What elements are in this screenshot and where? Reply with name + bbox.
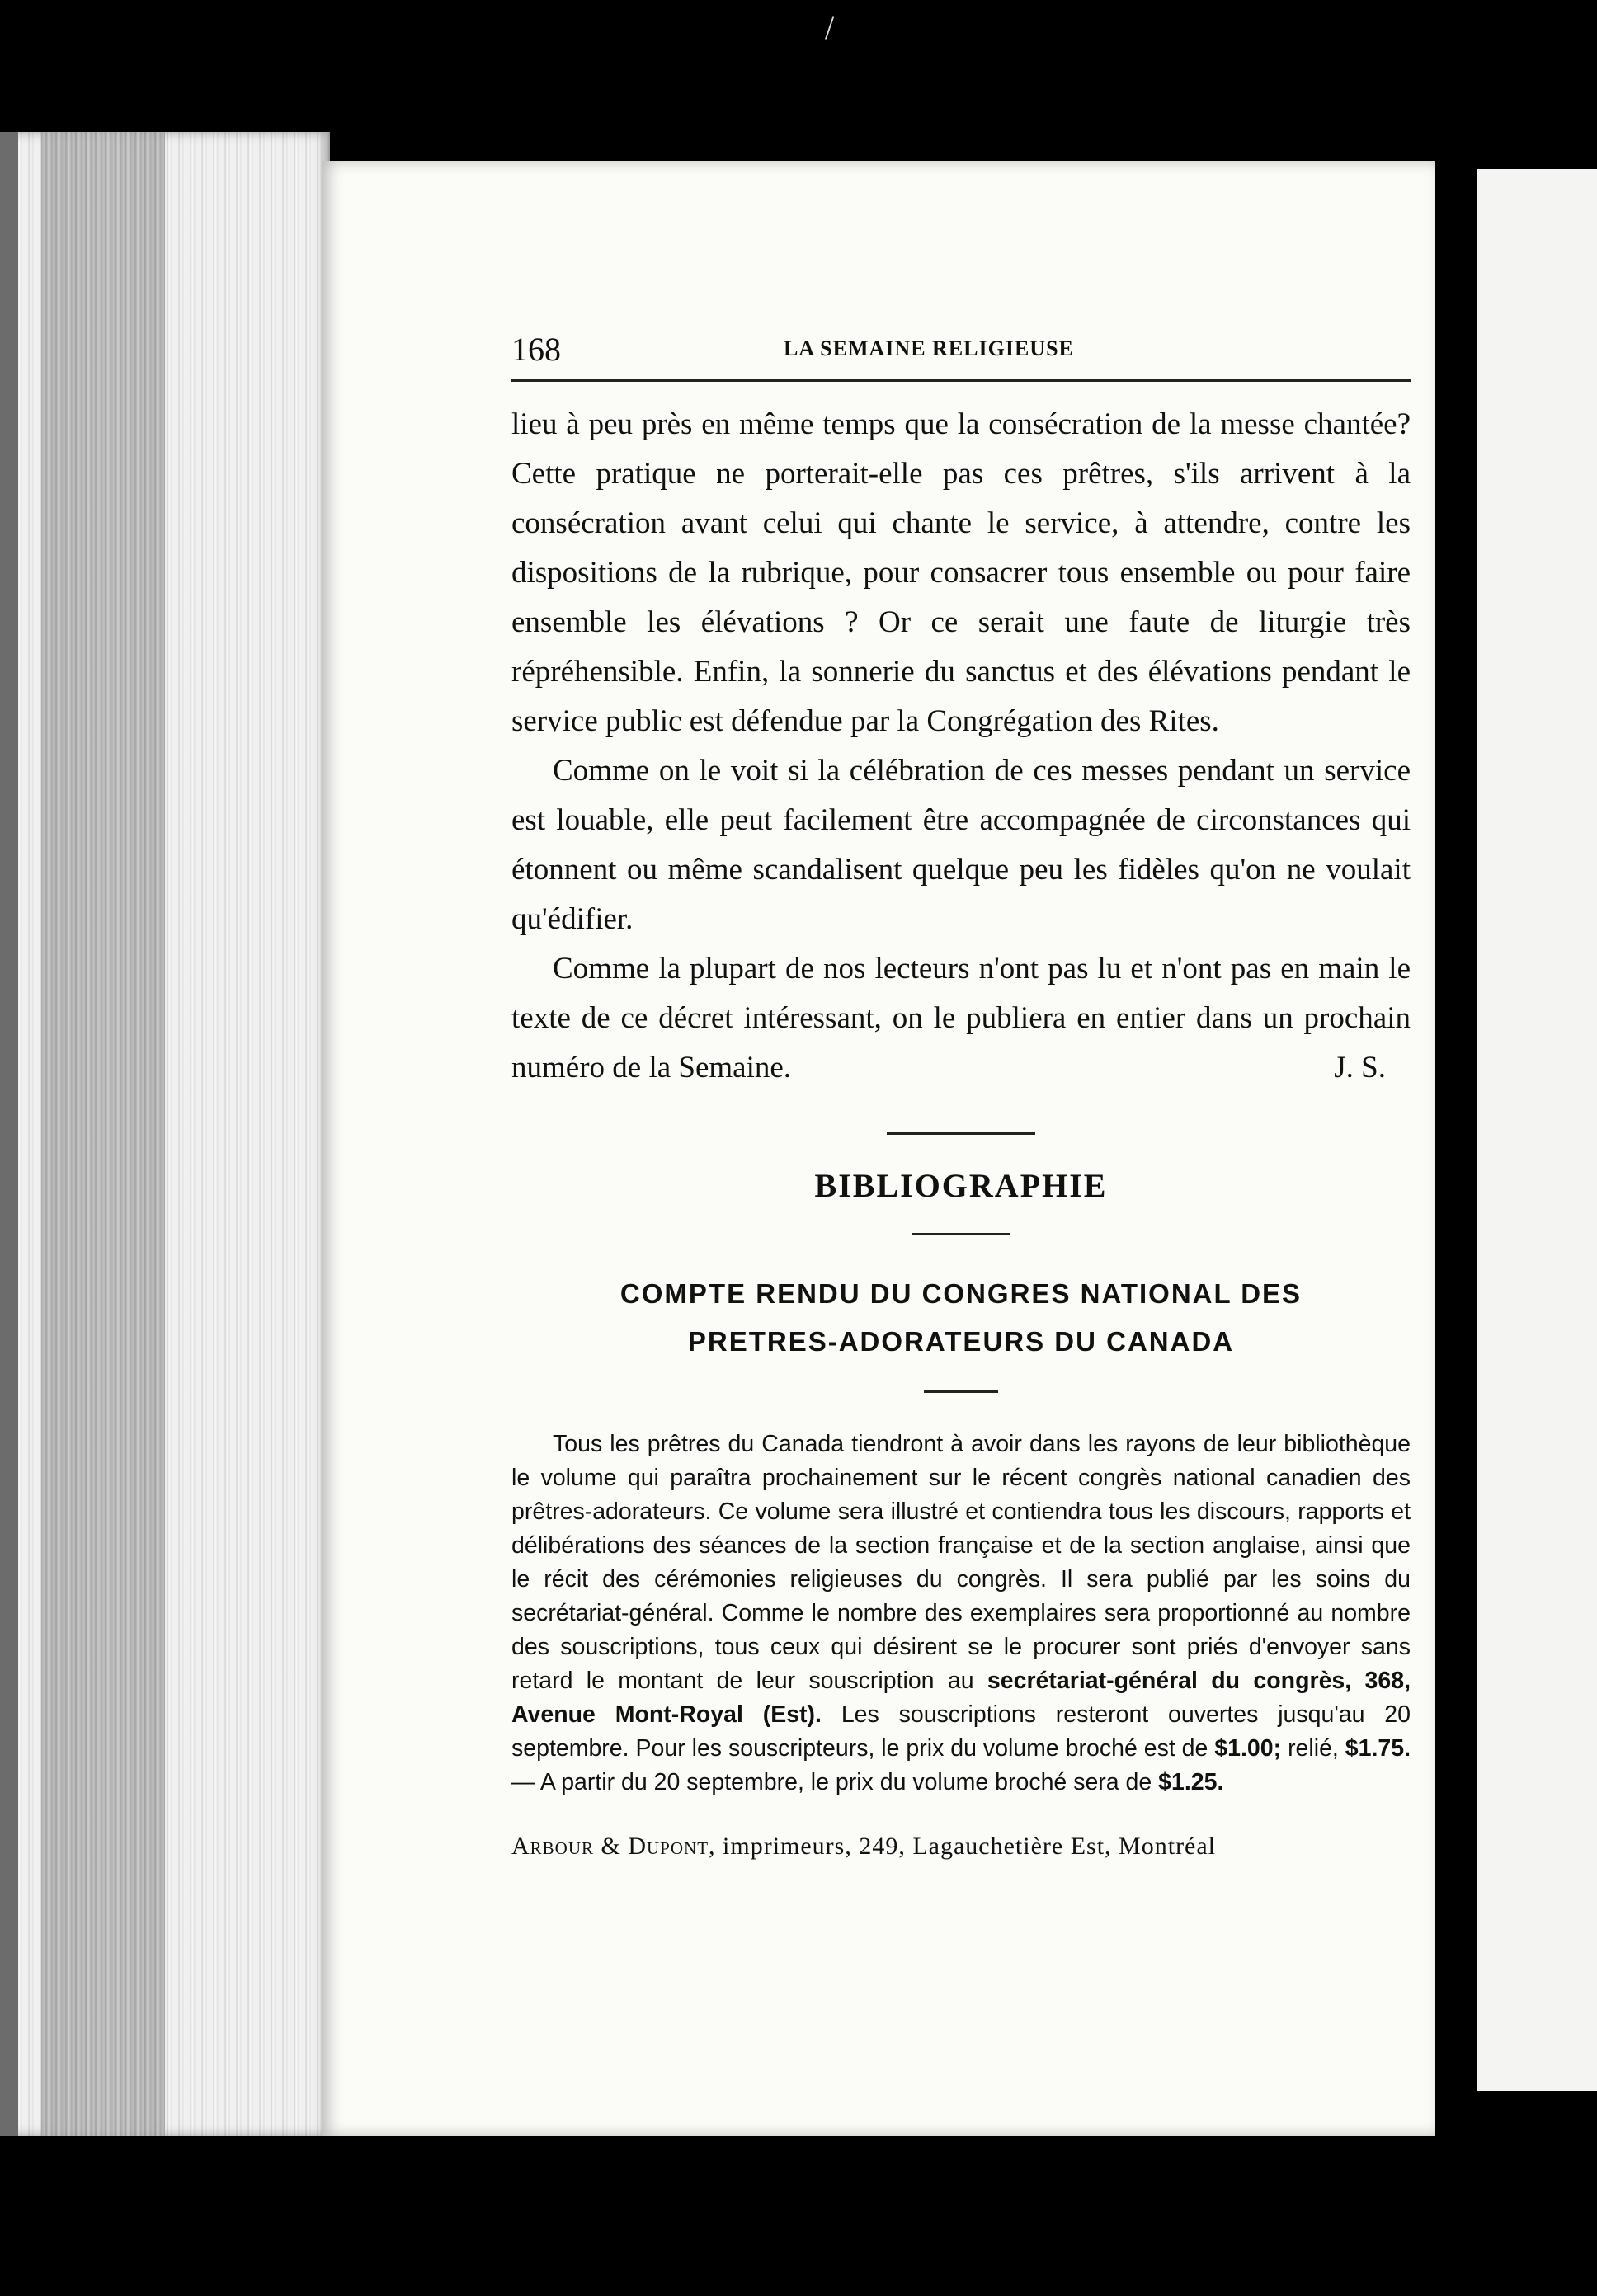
scan-mark: /	[825, 9, 835, 46]
review-text-part-3: — A partir du 20 septembre, le prix du volume broché sera de	[511, 1769, 1152, 1795]
review-paragraph	[511, 1428, 1411, 1800]
review-text	[511, 1428, 1411, 1800]
review-text-part-1: Tous les prêtres du Canada tiendront à avoir dans les rayons de leur bibliothèque le volume qui paraîtra prochainement sur le récent congrès national canadien des prêtres-adorateurs. Ce volume sera illustré et contiendra tous les discours, rapports et délibérations des séances de la section française et de la section anglaise, ainsi que le récit des cérémonies religieuses du congrès. Il sera publié par les soins du secrétariat-général. Comme le nombre des exemplaires sera proportionné au nombre des souscriptions, tous ceux qui désirent se le procurer sont priés d'envoyer sans retard le montant de leur souscription au	[511, 1431, 1411, 1694]
paragraph-3: Comme la plupart de nos lecteurs n'ont pas lu et n'ont pas en main le texte de ce décret intéressant, on le publiera en entier dans un prochain numéro de la Semaine.	[511, 952, 1411, 1084]
paragraph-3-container	[511, 944, 1411, 1093]
section-heading: BIBLIOGRAPHIE	[814, 1167, 1108, 1204]
price-after: $1.25.	[1158, 1769, 1224, 1795]
paragraph-2: Comme on le voit si la célébration de ces messes pendant un service est louable, elle peut facilement être accompagnée de circonstances qui étonnent ou même scandalisent quelque peu les fidèles qu'on ne voulait qu'édifier.	[511, 754, 1411, 936]
article-body	[511, 400, 1411, 1093]
paragraph-1: lieu à peu près en même temps que la consécration de la messe chantée? Cette pratique ne porterait-elle pas ces prêtres, s'ils arrivent à la consécration avant celui qui chante le service, à attendre, contre les dispositions de la rubrique, pour consacrer tous ensemble ou pour faire ensemble les élévations ? Or ce serait une faute de liturgie très répréhensible. Enfin, la sonnerie du sanctus et des élévations pendant le service public est défendue par la Congrégation des Rites.	[511, 407, 1411, 738]
running-title: LA SEMAINE RELIGIEUSE	[784, 336, 1074, 360]
review-title-line-1: COMPTE RENDU DU CONGRES NATIONAL DES	[619, 1278, 1303, 1309]
review-divider	[924, 1390, 998, 1393]
relie-label: relié,	[1288, 1735, 1339, 1762]
printer-details: imprimeurs, 249, Lagauchetière Est, Montréal	[723, 1833, 1217, 1860]
printer-names: Arbour & Dupont,	[511, 1833, 716, 1860]
price-relie: $1.75.	[1345, 1735, 1411, 1762]
running-head	[511, 330, 1411, 382]
page-content	[511, 330, 1411, 1861]
section-divider	[887, 1132, 1035, 1135]
review-title-line-2: PRETRES-ADORATEURS DU CANADA	[687, 1326, 1235, 1357]
price-broche: $1.00;	[1214, 1735, 1282, 1762]
next-page-edge	[1477, 169, 1597, 2091]
printer-line	[511, 1833, 1411, 1861]
heading-divider	[912, 1233, 1010, 1235]
signature: J. S.	[1334, 1051, 1386, 1084]
review-address: secrétariat-général du congrès, 368, Avenue Mont-Royal (Est).	[511, 1668, 1411, 1728]
page-number: 168	[511, 331, 561, 368]
review-title	[511, 1270, 1411, 1366]
book-page	[322, 161, 1435, 2136]
review-text-part-2: Les souscriptions resteront ouvertes jusqu'au 20 septembre. Pour les souscripteurs, le prix du volume broché est de	[511, 1701, 1411, 1762]
page-edges	[0, 132, 330, 2136]
